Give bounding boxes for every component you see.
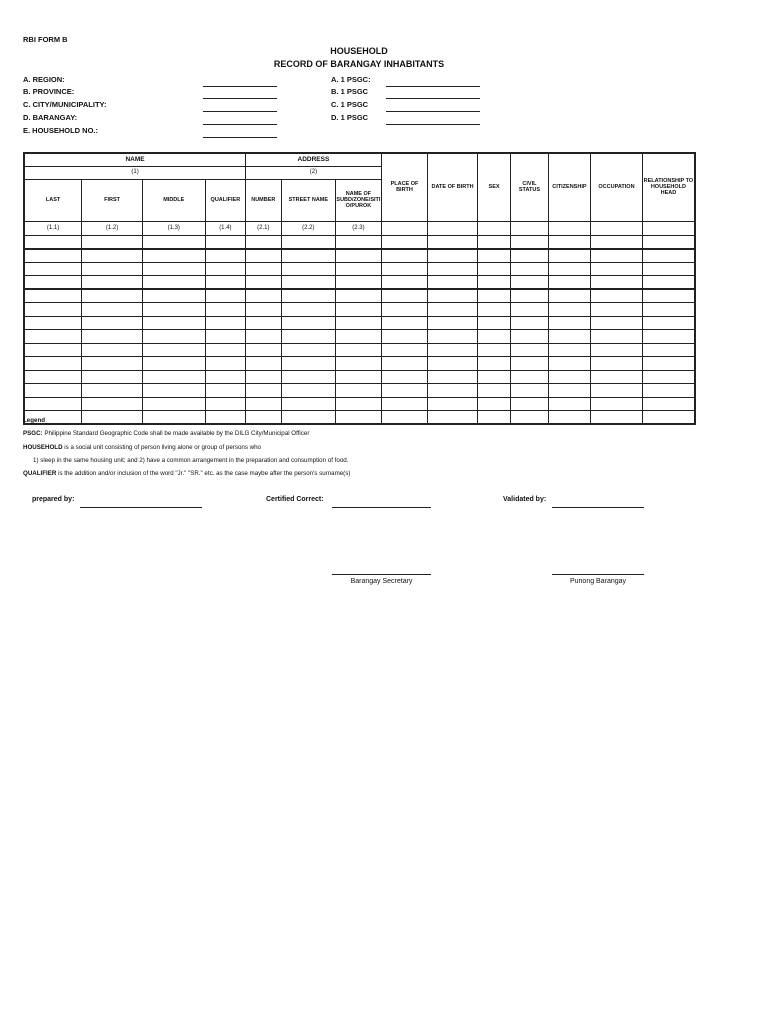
entry-cell[interactable] xyxy=(511,235,548,249)
entry-cell[interactable] xyxy=(336,316,382,330)
entry-cell[interactable] xyxy=(548,397,591,411)
legend-psgc xyxy=(23,430,309,437)
entry-cell[interactable] xyxy=(428,397,478,411)
entry-cell[interactable] xyxy=(591,411,643,425)
entry-cell[interactable] xyxy=(381,357,428,371)
household-no-field[interactable] xyxy=(203,137,277,138)
entry-cell[interactable] xyxy=(477,330,510,344)
entry-cell[interactable] xyxy=(477,235,510,249)
entry-cell[interactable] xyxy=(381,397,428,411)
entry-cell[interactable] xyxy=(82,289,143,303)
household-no-label: E. HOUSEHOLD NO.: xyxy=(23,126,99,135)
entry-cell[interactable] xyxy=(205,370,245,384)
entry-cell[interactable] xyxy=(642,249,695,263)
entry-cell[interactable] xyxy=(82,303,143,317)
entry-cell[interactable] xyxy=(381,411,428,425)
entry-cell[interactable] xyxy=(428,411,478,425)
first-name-header: FIRST xyxy=(82,179,143,221)
table-row xyxy=(24,235,695,249)
table-row xyxy=(24,249,695,263)
entry-cell[interactable] xyxy=(548,343,591,357)
entry-cell[interactable] xyxy=(336,235,382,249)
entry-cell[interactable] xyxy=(381,276,428,290)
entry-cell[interactable] xyxy=(642,411,695,425)
legend-heading: Legend xyxy=(23,417,46,424)
entry-cell[interactable] xyxy=(477,289,510,303)
citizenship-header: CITIZENSHIP xyxy=(548,153,591,221)
inhabitants-table xyxy=(23,152,696,425)
entry-cell[interactable] xyxy=(428,276,478,290)
entry-cell[interactable] xyxy=(246,343,281,357)
table-row xyxy=(24,303,695,317)
region-psgc-field[interactable] xyxy=(386,86,480,87)
prepared-by-label: prepared by: xyxy=(32,496,75,503)
entry-cell[interactable] xyxy=(82,397,143,411)
entry-cell[interactable] xyxy=(142,289,205,303)
entry-cell[interactable] xyxy=(205,289,245,303)
entry-cell[interactable] xyxy=(246,249,281,263)
empty-cell xyxy=(642,221,695,235)
city-psgc-label: C. 1 PSGC xyxy=(331,100,369,109)
table-row xyxy=(24,276,695,290)
entry-cell[interactable] xyxy=(24,397,82,411)
entry-cell[interactable] xyxy=(281,276,336,290)
entry-cell[interactable] xyxy=(642,316,695,330)
name-group-number: (1) xyxy=(24,166,246,179)
barangay-label: D. BARANGAY: xyxy=(23,113,78,122)
entry-cell[interactable] xyxy=(82,262,143,276)
entry-cell[interactable] xyxy=(336,249,382,263)
entry-cell[interactable] xyxy=(511,262,548,276)
table-row xyxy=(24,289,695,303)
entry-cell[interactable] xyxy=(477,249,510,263)
entry-cell[interactable] xyxy=(142,343,205,357)
barangay-psgc-field[interactable] xyxy=(386,124,480,125)
entry-cell[interactable] xyxy=(591,330,643,344)
entry-cell[interactable] xyxy=(477,262,510,276)
relationship-header: RELATIONSHIP TO HOUSEHOLD HEAD xyxy=(642,153,695,221)
barangay-psgc-label: D. 1 PSGC xyxy=(331,113,369,122)
table-row xyxy=(24,370,695,384)
entry-cell[interactable] xyxy=(428,357,478,371)
table-row xyxy=(24,397,695,411)
validated-by-signature-line[interactable] xyxy=(552,507,644,508)
entry-cell[interactable] xyxy=(548,289,591,303)
entry-cell[interactable] xyxy=(82,316,143,330)
entry-cell[interactable] xyxy=(477,357,510,371)
entry-cell[interactable] xyxy=(548,411,591,425)
table-row xyxy=(24,384,695,398)
entry-cell[interactable] xyxy=(381,316,428,330)
region-field[interactable] xyxy=(203,86,277,87)
entry-cell[interactable] xyxy=(142,397,205,411)
entry-cell[interactable] xyxy=(281,397,336,411)
empty-cell xyxy=(477,221,510,235)
entry-cell[interactable] xyxy=(246,316,281,330)
entry-cell[interactable] xyxy=(82,384,143,398)
empty-cell xyxy=(591,221,643,235)
entry-cell[interactable] xyxy=(246,330,281,344)
middle-name-header: MIDDLE xyxy=(142,179,205,221)
table-row xyxy=(24,343,695,357)
entry-cell[interactable] xyxy=(82,370,143,384)
entry-cell[interactable] xyxy=(336,276,382,290)
entry-cell[interactable] xyxy=(511,343,548,357)
entry-cell[interactable] xyxy=(246,276,281,290)
entry-cell[interactable] xyxy=(205,397,245,411)
entry-cell[interactable] xyxy=(591,235,643,249)
table-row xyxy=(24,411,695,425)
barangay-secretary-title: Barangay Secretary xyxy=(350,578,413,585)
entry-cell[interactable] xyxy=(511,384,548,398)
entry-cell[interactable] xyxy=(642,303,695,317)
entry-cell[interactable] xyxy=(24,316,82,330)
form-id: RBI FORM B xyxy=(23,35,68,44)
legend-qualifier-text: is the addition and/or inclusion of the word "Jr." "SR." etc. as the case maybe after the person's surname(s) xyxy=(56,470,351,477)
entry-cell[interactable] xyxy=(82,235,143,249)
entry-cell[interactable] xyxy=(336,411,382,425)
entry-cell[interactable] xyxy=(205,249,245,263)
entry-cell[interactable] xyxy=(142,357,205,371)
entry-cell[interactable] xyxy=(82,249,143,263)
entry-cell[interactable] xyxy=(246,397,281,411)
city-field[interactable] xyxy=(203,111,277,112)
date-of-birth-header: DATE OF BIRTH xyxy=(428,153,478,221)
entry-cell[interactable] xyxy=(477,276,510,290)
entry-cell[interactable] xyxy=(142,316,205,330)
civil-status-header: CIVIL STATUS xyxy=(511,153,548,221)
subdivision-header: NAME OF SUBD/ZONE/SITI O/PUROK xyxy=(336,179,382,221)
entry-cell[interactable] xyxy=(591,249,643,263)
entry-cell[interactable] xyxy=(142,249,205,263)
entry-cell[interactable] xyxy=(246,411,281,425)
entry-cell[interactable] xyxy=(477,303,510,317)
province-psgc-label: B. 1 PSGC xyxy=(331,87,369,96)
entry-cell[interactable] xyxy=(642,235,695,249)
entry-cell[interactable] xyxy=(205,316,245,330)
entry-cell[interactable] xyxy=(281,249,336,263)
entry-cell[interactable] xyxy=(205,262,245,276)
entry-cell[interactable] xyxy=(281,330,336,344)
legend-household-term: HOUSEHOLD xyxy=(23,444,63,451)
entry-cell[interactable] xyxy=(511,370,548,384)
entry-cell[interactable] xyxy=(142,330,205,344)
number-header: NUMBER xyxy=(246,179,281,221)
entry-cell[interactable] xyxy=(24,370,82,384)
entry-cell[interactable] xyxy=(205,343,245,357)
entry-cell[interactable] xyxy=(428,384,478,398)
entry-cell[interactable] xyxy=(642,289,695,303)
entry-cell[interactable] xyxy=(477,316,510,330)
entry-cell[interactable] xyxy=(642,262,695,276)
entry-cell[interactable] xyxy=(591,343,643,357)
barangay-field[interactable] xyxy=(203,124,277,125)
entry-cell[interactable] xyxy=(24,249,82,263)
col-number-2-3: (2.3) xyxy=(336,221,382,235)
entry-cell[interactable] xyxy=(548,370,591,384)
place-of-birth-header: PLACE OF BIRTH xyxy=(381,153,428,221)
entry-cell[interactable] xyxy=(642,276,695,290)
legend-psgc-term: PSGC: xyxy=(23,430,43,437)
entry-cell[interactable] xyxy=(82,276,143,290)
entry-cell[interactable] xyxy=(548,249,591,263)
name-group-header: NAME xyxy=(24,153,246,166)
entry-cell[interactable] xyxy=(428,330,478,344)
entry-cell[interactable] xyxy=(511,330,548,344)
entry-cell[interactable] xyxy=(281,235,336,249)
entry-cell[interactable] xyxy=(205,330,245,344)
secretary-signature-line[interactable] xyxy=(332,574,431,575)
entry-cell[interactable] xyxy=(281,370,336,384)
entry-cell[interactable] xyxy=(82,330,143,344)
legend-qualifier xyxy=(23,470,350,477)
entry-cell[interactable] xyxy=(336,289,382,303)
entry-cell[interactable] xyxy=(428,249,478,263)
entry-cell[interactable] xyxy=(281,303,336,317)
entry-cell[interactable] xyxy=(511,357,548,371)
entry-cell[interactable] xyxy=(24,303,82,317)
occupation-header: OCCUPATION xyxy=(591,153,643,221)
legend-household-text: is a social unit consisting of person living alone or group of persons who xyxy=(62,444,262,451)
entry-cell[interactable] xyxy=(511,303,548,317)
entry-cell[interactable] xyxy=(381,303,428,317)
address-group-number: (2) xyxy=(246,166,382,179)
region-label: A. REGION: xyxy=(23,75,65,84)
entry-cell[interactable] xyxy=(142,303,205,317)
entry-cell[interactable] xyxy=(642,343,695,357)
entry-cell[interactable] xyxy=(82,411,143,425)
entry-cell[interactable] xyxy=(548,330,591,344)
entry-cell[interactable] xyxy=(24,384,82,398)
entry-cell[interactable] xyxy=(428,343,478,357)
prepared-by-signature-line[interactable] xyxy=(80,507,202,508)
entry-cell[interactable] xyxy=(548,235,591,249)
punong-signature-line[interactable] xyxy=(552,574,644,575)
entry-cell[interactable] xyxy=(591,357,643,371)
entry-cell[interactable] xyxy=(548,262,591,276)
entry-cell[interactable] xyxy=(82,357,143,371)
entry-cell[interactable] xyxy=(205,384,245,398)
entry-cell[interactable] xyxy=(548,276,591,290)
punong-barangay-title: Punong Barangay xyxy=(569,578,627,585)
entry-cell[interactable] xyxy=(24,357,82,371)
province-label: B. PROVINCE: xyxy=(23,87,75,96)
certified-correct-label: Certified Correct: xyxy=(266,496,324,503)
entry-cell[interactable] xyxy=(511,411,548,425)
entry-cell[interactable] xyxy=(246,370,281,384)
entry-cell[interactable] xyxy=(205,276,245,290)
col-number-1-1: (1.1) xyxy=(24,221,82,235)
entry-cell[interactable] xyxy=(642,370,695,384)
entry-cell[interactable] xyxy=(246,303,281,317)
entry-cell[interactable] xyxy=(548,357,591,371)
sex-header: SEX xyxy=(477,153,510,221)
entry-cell[interactable] xyxy=(281,411,336,425)
entry-cell[interactable] xyxy=(142,235,205,249)
entry-cell[interactable] xyxy=(591,276,643,290)
entry-cell[interactable] xyxy=(24,330,82,344)
table-row xyxy=(24,330,695,344)
qualifier-header: QUALIFIER xyxy=(205,179,245,221)
entry-cell[interactable] xyxy=(548,384,591,398)
entry-cell[interactable] xyxy=(642,330,695,344)
entry-cell[interactable] xyxy=(246,289,281,303)
entry-cell[interactable] xyxy=(336,384,382,398)
legend-household xyxy=(23,444,261,451)
entry-cell[interactable] xyxy=(205,235,245,249)
col-number-2-1: (2.1) xyxy=(246,221,281,235)
col-number-2-2: (2.2) xyxy=(281,221,336,235)
table-row xyxy=(24,262,695,276)
entry-cell[interactable] xyxy=(281,289,336,303)
entry-cell[interactable] xyxy=(477,343,510,357)
entry-cell[interactable] xyxy=(24,289,82,303)
entry-cell[interactable] xyxy=(548,316,591,330)
legend-psgc-text: Philippine Standard Geographic Code shall be made available by the DILG City/Municipal Officer xyxy=(42,430,310,437)
entry-cell[interactable] xyxy=(477,384,510,398)
entry-cell[interactable] xyxy=(82,343,143,357)
entry-cell[interactable] xyxy=(591,262,643,276)
legend-qualifier-term: QUALIFIER xyxy=(23,470,57,477)
entry-cell[interactable] xyxy=(246,357,281,371)
entry-cell[interactable] xyxy=(381,330,428,344)
entry-cell[interactable] xyxy=(477,411,510,425)
province-psgc-field[interactable] xyxy=(386,98,480,99)
col-number-1-3: (1.3) xyxy=(142,221,205,235)
entry-cell[interactable] xyxy=(336,357,382,371)
form-subtitle: RECORD OF BARANGAY INHABITANTS xyxy=(273,59,445,69)
entry-cell[interactable] xyxy=(548,303,591,317)
entry-cell[interactable] xyxy=(246,235,281,249)
entry-cell[interactable] xyxy=(428,370,478,384)
entry-cell[interactable] xyxy=(381,289,428,303)
entry-cell[interactable] xyxy=(205,411,245,425)
entry-cell[interactable] xyxy=(142,276,205,290)
entry-cell[interactable] xyxy=(205,303,245,317)
entry-cell[interactable] xyxy=(205,357,245,371)
entry-cell[interactable] xyxy=(381,235,428,249)
entry-cell[interactable] xyxy=(381,249,428,263)
entry-cell[interactable] xyxy=(336,303,382,317)
entry-cell[interactable] xyxy=(381,262,428,276)
last-name-header: LAST xyxy=(24,179,82,221)
col-number-1-4: (1.4) xyxy=(205,221,245,235)
entry-cell[interactable] xyxy=(511,276,548,290)
entry-cell[interactable] xyxy=(24,235,82,249)
entry-cell[interactable] xyxy=(591,303,643,317)
entry-cell[interactable] xyxy=(511,316,548,330)
entry-cell[interactable] xyxy=(511,289,548,303)
entry-cell[interactable] xyxy=(281,262,336,276)
entry-cell[interactable] xyxy=(428,289,478,303)
entry-cell[interactable] xyxy=(642,397,695,411)
city-label: C. CITY/MUNICIPALITY: xyxy=(23,100,107,109)
entry-cell[interactable] xyxy=(281,316,336,330)
entry-cell[interactable] xyxy=(428,316,478,330)
entry-cell[interactable] xyxy=(336,397,382,411)
address-group-header: ADDRESS xyxy=(246,153,382,166)
entry-cell[interactable] xyxy=(477,397,510,411)
province-field[interactable] xyxy=(203,98,277,99)
entry-cell[interactable] xyxy=(428,235,478,249)
entry-cell[interactable] xyxy=(591,289,643,303)
entry-cell[interactable] xyxy=(381,370,428,384)
entry-cell[interactable] xyxy=(591,370,643,384)
empty-cell xyxy=(428,221,478,235)
legend-household-detail: 1) sleep in the same housing unit; and 2) have a common arrangement in the preparation and consumption of food. xyxy=(33,457,349,464)
entry-cell[interactable] xyxy=(246,384,281,398)
entry-cell[interactable] xyxy=(591,384,643,398)
entry-cell[interactable] xyxy=(428,262,478,276)
entry-cell[interactable] xyxy=(336,262,382,276)
empty-cell xyxy=(381,221,428,235)
certified-correct-signature-line[interactable] xyxy=(332,507,431,508)
entry-cell[interactable] xyxy=(281,357,336,371)
entry-cell[interactable] xyxy=(642,384,695,398)
table-row xyxy=(24,316,695,330)
form-title: HOUSEHOLD xyxy=(330,46,388,56)
entry-cell[interactable] xyxy=(428,303,478,317)
entry-cell[interactable] xyxy=(591,397,643,411)
entry-cell[interactable] xyxy=(24,276,82,290)
empty-cell xyxy=(548,221,591,235)
validated-by-label: Validated by: xyxy=(503,496,547,503)
entry-cell[interactable] xyxy=(142,384,205,398)
entry-cell[interactable] xyxy=(642,357,695,371)
col-number-1-2: (1.2) xyxy=(82,221,143,235)
city-psgc-field[interactable] xyxy=(386,111,480,112)
entry-cell[interactable] xyxy=(24,262,82,276)
entry-cell[interactable] xyxy=(142,370,205,384)
entry-cell[interactable] xyxy=(142,262,205,276)
entry-cell[interactable] xyxy=(246,262,281,276)
empty-cell xyxy=(511,221,548,235)
entry-cell[interactable] xyxy=(511,397,548,411)
entry-cell[interactable] xyxy=(336,370,382,384)
entry-cell[interactable] xyxy=(381,343,428,357)
entry-cell[interactable] xyxy=(281,384,336,398)
entry-cell[interactable] xyxy=(281,343,336,357)
entry-cell[interactable] xyxy=(591,316,643,330)
region-psgc-label: A. 1 PSGC: xyxy=(331,75,371,84)
entry-cell[interactable] xyxy=(336,343,382,357)
entry-cell[interactable] xyxy=(142,411,205,425)
entry-cell[interactable] xyxy=(336,330,382,344)
entry-cell[interactable] xyxy=(24,343,82,357)
table-row xyxy=(24,357,695,371)
street-name-header: STREET NAME xyxy=(281,179,336,221)
entry-cell[interactable] xyxy=(477,370,510,384)
entry-cell[interactable] xyxy=(381,384,428,398)
entry-cell[interactable] xyxy=(511,249,548,263)
